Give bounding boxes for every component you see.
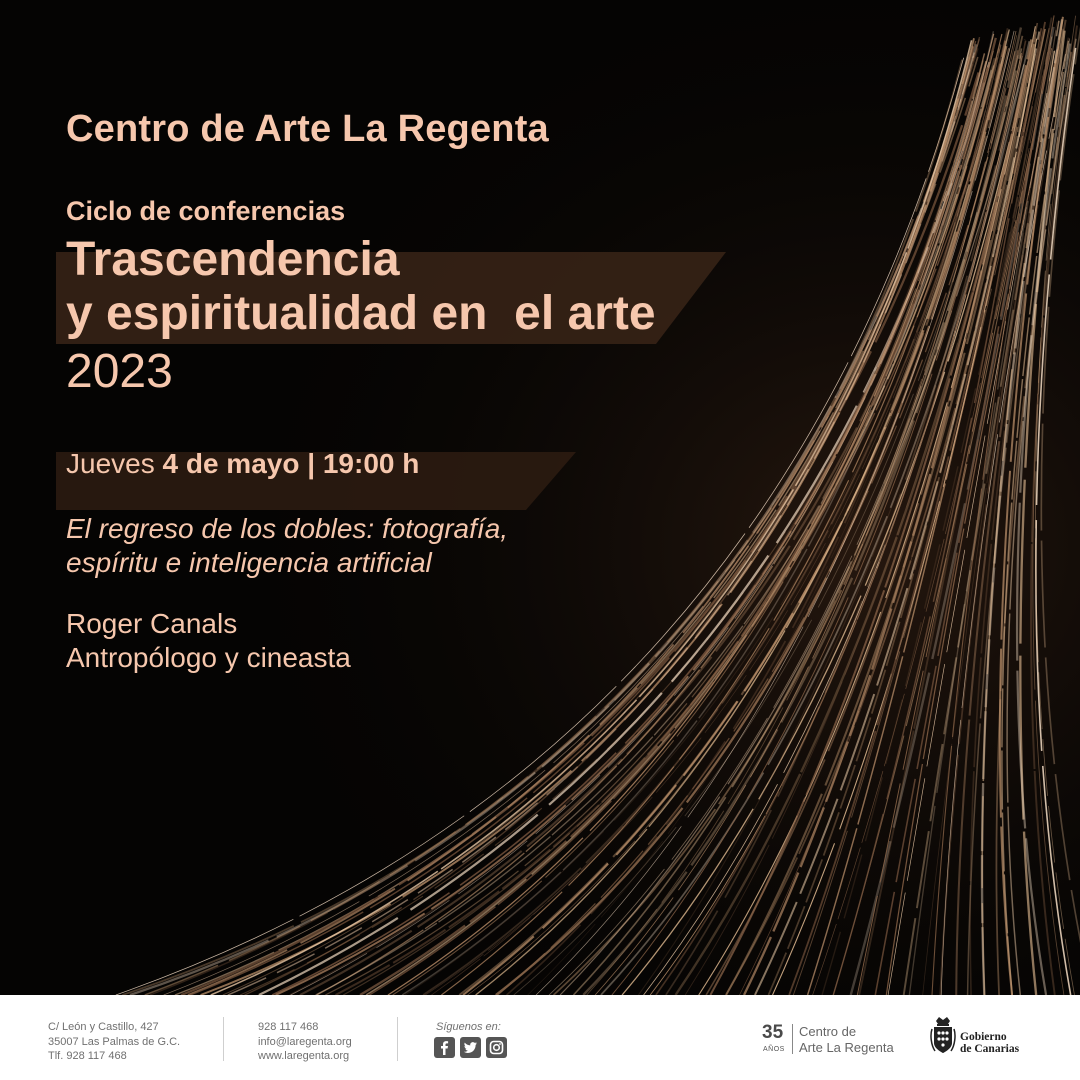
talk-title: [66, 512, 508, 580]
instagram-icon[interactable]: [486, 1037, 507, 1058]
address-line-3: Tlf. 928 117 468: [48, 1050, 127, 1062]
address-block: [48, 1020, 180, 1064]
date-weekday: Jueves: [66, 448, 163, 479]
title-line-2: y espiritualidad en el arte: [66, 287, 656, 340]
speaker-role: Antropólogo y cineasta: [66, 642, 351, 673]
logo-divider: [792, 1024, 793, 1054]
government-line-1: Gobierno: [960, 1031, 1007, 1043]
contact-block: [258, 1020, 352, 1064]
facebook-icon[interactable]: [434, 1037, 455, 1058]
gobierno-de-canarias-logo: [930, 1015, 1020, 1066]
date-day-time: 4 de mayo | 19:00 h: [162, 448, 420, 479]
email-link[interactable]: info@laregenta.org: [258, 1035, 352, 1048]
speaker: [66, 607, 351, 675]
social-label: Síguenos en:: [436, 1021, 501, 1033]
coat-of-arms-icon: [930, 1015, 956, 1061]
social-icons: [434, 1037, 507, 1058]
phone: 928 117 468: [258, 1021, 319, 1033]
address-line-1: C/ León y Castillo, 427: [48, 1021, 159, 1033]
talk-title-line-2: espíritu e inteligencia artificial: [66, 547, 432, 578]
footer-divider: [397, 1017, 398, 1061]
logo-text-line-1: Centro de: [799, 1024, 857, 1039]
government-name: [960, 1031, 1019, 1055]
event-date: [66, 448, 419, 480]
website-link[interactable]: www.laregenta.org: [258, 1050, 350, 1062]
logo-text: [799, 1024, 894, 1056]
logo-text-line-2: Arte La Regenta: [799, 1040, 894, 1055]
series-label: Ciclo de conferencias: [66, 196, 346, 226]
anniversary-number: 35: [762, 1022, 784, 1043]
title-line-1: Trascendencia: [66, 233, 400, 286]
footer-divider: [223, 1017, 224, 1061]
organization-name: Centro de Arte La Regenta: [66, 108, 549, 150]
address-line-2: 35007 Las Palmas de G.C.: [48, 1035, 181, 1048]
year: 2023: [66, 345, 173, 398]
twitter-icon[interactable]: [460, 1037, 481, 1058]
talk-title-line-1: El regreso de los dobles: fotografía,: [66, 513, 509, 544]
speaker-name: Roger Canals: [66, 608, 238, 639]
anniversary-word: AÑOS: [763, 1046, 785, 1053]
government-line-2: de Canarias: [960, 1043, 1020, 1055]
footer: [0, 995, 1080, 1080]
